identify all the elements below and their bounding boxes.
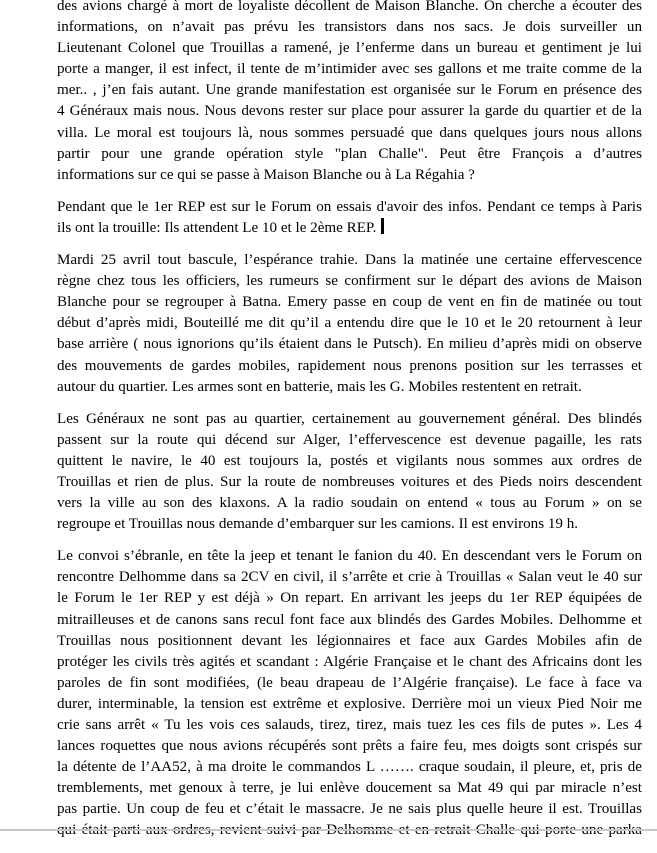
text-line: Trouillas nous positionnent devant les légionnaires et face aux Gardes Mobiles afin de	[57, 632, 642, 649]
text-line: Le convoi s’ébranle, en tête la jeep et tenant le fanion du 40. En descendant vers le Forum on	[57, 548, 642, 565]
text-line: durer, interminable, la tension est extrême et explosive. Derrière moi un vieux Pied Noir me	[57, 695, 642, 712]
text-line: Lieutenant Colonel que Trouillas a ramené, je l’enferme dans un bureau et gentiment je lui	[57, 40, 642, 57]
text-line: ils ont la trouille: Ils attendent Le 10 et le 2ème REP.	[57, 218, 642, 239]
text-line: informations, on n’avait pas prévu les transistors dans nos sacs. Je dois surveiller un	[57, 19, 642, 36]
text-line: Mardi 25 avril tout bascule, l’espérance trahie. Dans la matinée une certaine effervescence	[57, 252, 642, 269]
text-line: règne chez tous les officiers, les rumeurs se confirment sur le départ des avions de Maison	[57, 273, 642, 290]
text-line: mer.. , j’en fais autant. Une grande manifestation est organisée sur le Forum en présence des	[57, 82, 642, 99]
paragraph	[57, 546, 642, 841]
text-line: le Forum le 1er REP y est déjà » On repart. En arrivant les jeeps du 1er REP équipées de	[57, 590, 642, 607]
text-line: crie sans arrêt « Tu les vois ces salauds, tirez, tirez, mais tuez les ces fils de putes ». Les 4	[57, 717, 642, 733]
text-line: Blanche pour se regrouper à Batna. Emery passe en coup de vent en fin de matinée ou tout	[57, 294, 642, 311]
text-line: Pendant que le 1er REP est sur le Forum on essais d'avoir des infos. Pendant ce temps à Paris	[57, 198, 642, 215]
text-line: mitrailleuses et de canons sans recul font face aux blindés des Gardes Mobiles. Delhomme et	[57, 611, 642, 628]
text-line: pas partie. Un coup de feu et c’était le massacre. Je ne sais plus quelle heure il est. Trouillas	[57, 801, 642, 818]
text-line: partir pour une grande opération style "plan Challe". Peut être François a d’autres	[57, 145, 642, 162]
text-line: base arrière ( nous ignorions qu’ils étaient dans le Putsch). En milieu d’après midi on observe	[57, 336, 642, 353]
text-line: tremblements, met genoux à terre, je lui enlève doucement sa Mat 49 qui par miracle n’est	[57, 780, 642, 797]
text-line: autour du quartier. Les armes sont en batterie, mais les G. Mobiles restentent en retrait.	[57, 378, 582, 395]
text-line: quittent le navire, le 40 est toujours la, postés et vigilants nous sommes aux ordres de	[57, 452, 642, 469]
text-line: début d’après midi, Bouteillé me dit qu’il a entendu dire que le 10 et le 20 retournent à leur	[57, 315, 642, 332]
paragraph	[57, 250, 642, 398]
text-line: des avions chargé à mort de loyaliste décollent de Maison Blanche. On cherche a écouter des	[57, 0, 642, 14]
text-line: Trouillas et rien de plus. Sur la route de nombreuses voitures et des Pieds noirs descendent	[57, 473, 642, 490]
text-line: rencontre Delhomme dans sa 2CV en civil, il s’arrête et crie à Trouillas « Salan veut le 40 sur	[57, 569, 642, 586]
text-line	[57, 820, 642, 841]
text-line: regroupe et Trouillas nous demande d’embarquer sur les camions. Il est environs 19 h.	[57, 516, 579, 533]
text-line: la détente de l’AA52, à ma droite le commandos L ……. craque soudain, il pleure, et, pris de	[57, 759, 642, 776]
text-line: 4 Généraux mais nous. Nous devons rester sur place pour assurer la garde du quartier et de la	[57, 103, 642, 120]
text-line: Les Généraux ne sont pas au quartier, certainement au gouvernement général. Des blindés	[57, 410, 642, 427]
text-line: protéger les civils très agités et scandant : Algérie Française et le chant des Africains dont les	[57, 653, 642, 670]
text-line: passent sur la route qui décend sur Alger, l’effervescence est devenue pagaille, les rats	[57, 431, 642, 448]
paragraph	[57, 0, 642, 186]
text-cursor-icon	[381, 218, 384, 234]
text-line: informations sur ce qui se passe à Maison Blanche ou à La Régahia ?	[57, 166, 475, 183]
paragraph	[57, 409, 642, 536]
text-line: vers la ville au son des klaxons. A la radio soudain on entend « tous au Forum » on se	[57, 495, 642, 512]
text-line: porte a manger, il est infect, il tente de m’intimider avec ses gallons et me traite comme de la	[57, 61, 642, 78]
text-line: paroles de fin sont modifiées, (le beau drapeau de l’Algérie française). Le face à face va	[57, 674, 642, 691]
text-line: des mouvements de gardes mobiles, rapidement nous prenons position sur les terrasses et	[57, 357, 642, 374]
text-line: lances roquettes que nous avions récupérés sont prêts a faire feu, mes doigts sont crispés sur	[57, 738, 642, 755]
text-line: villa. Le moral est toujours là, nous sommes persuadé que dans quelques jours nous allons	[57, 124, 642, 141]
document-body	[57, 0, 642, 853]
paragraph	[57, 197, 642, 239]
